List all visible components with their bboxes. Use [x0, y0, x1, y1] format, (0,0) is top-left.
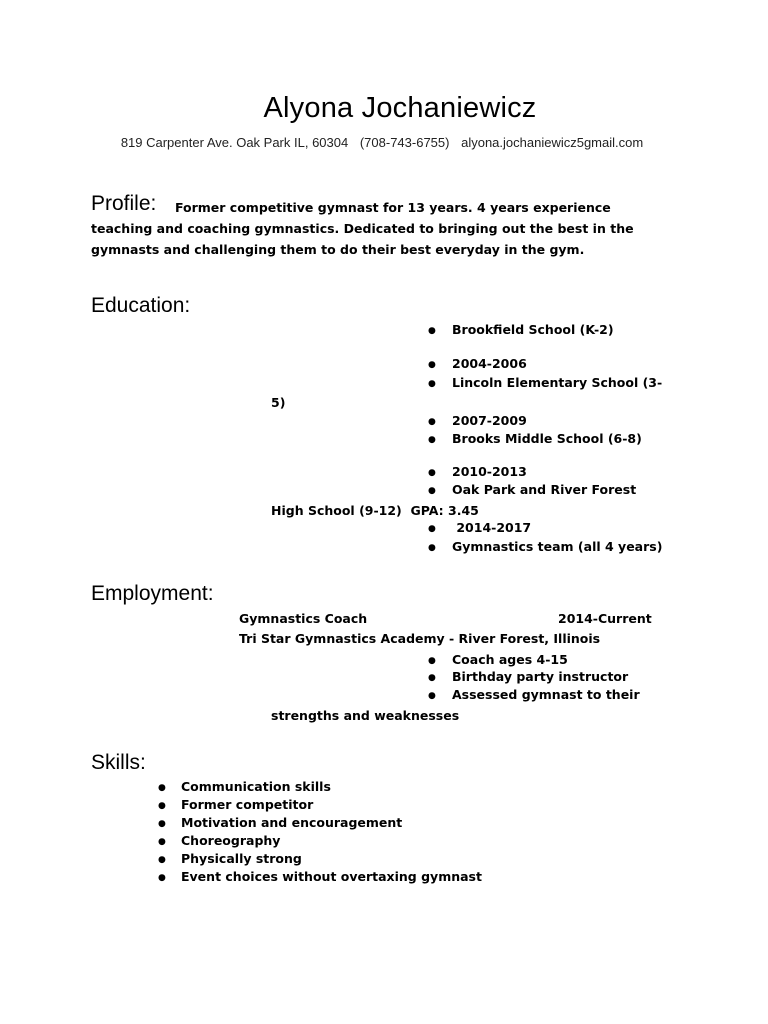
bullet-icon: ●	[428, 417, 436, 427]
phone: (708-743-6755)	[359, 135, 450, 150]
bullet-icon: ●	[158, 783, 166, 793]
profile-line-3: gymnasts and challenging them to do their best everyday in the gym.	[91, 242, 585, 257]
bullet-icon: ●	[428, 486, 436, 496]
skill-item: Physically strong	[181, 851, 302, 866]
profile-line-2: teaching and coaching gymnastics. Dedicated to bringing out the best in the	[91, 221, 634, 236]
education-item: High School (9-12) GPA: 3.45	[271, 503, 479, 518]
job-title: Gymnastics Coach	[239, 611, 368, 626]
education-item: Brookfield School (K-2)	[452, 322, 614, 337]
profile-heading: Profile:	[91, 192, 157, 215]
bullet-icon: ●	[428, 656, 436, 666]
skills-heading: Skills:	[91, 751, 146, 774]
bullet-icon: ●	[428, 543, 436, 553]
bullet-icon: ●	[428, 468, 436, 478]
bullet-icon: ●	[428, 524, 436, 534]
bullet-icon: ●	[428, 673, 436, 683]
contact-line	[0, 135, 764, 150]
skill-item: Motivation and encouragement	[181, 815, 403, 830]
education-item: 2014-2017	[452, 520, 532, 535]
employment-item: Assessed gymnast to their	[452, 687, 640, 702]
bullet-icon: ●	[428, 379, 436, 389]
education-item: Oak Park and River Forest	[452, 482, 637, 497]
bullet-icon: ●	[428, 435, 436, 445]
bullet-icon: ●	[158, 855, 166, 865]
education-item: Brooks Middle School (6-8)	[452, 431, 642, 446]
skill-item: Choreography	[181, 833, 281, 848]
education-item: Gymnastics team (all 4 years)	[452, 539, 663, 554]
education-item: Lincoln Elementary School (3-	[452, 375, 663, 390]
bullet-icon: ●	[158, 837, 166, 847]
profile-line-1: Former competitive gymnast for 13 years. 4 years experience	[175, 200, 611, 215]
skill-item: Former competitor	[181, 797, 314, 812]
job-dates: 2014-Current	[558, 611, 652, 626]
employment-item: strengths and weaknesses	[271, 708, 460, 723]
education-item: 5)	[271, 395, 286, 410]
education-item: 2010-2013	[452, 464, 527, 479]
address: 819 Carpenter Ave. Oak Park IL, 60304	[120, 135, 349, 150]
resume-name: Alyona Jochaniewicz	[263, 92, 537, 124]
bullet-icon: ●	[158, 873, 166, 883]
bullet-icon: ●	[428, 326, 436, 336]
employment-heading: Employment:	[91, 582, 214, 605]
employment-item: Coach ages 4-15	[452, 652, 568, 667]
bullet-icon: ●	[428, 691, 436, 701]
education-heading: Education:	[91, 294, 191, 317]
education-item: 2007-2009	[452, 413, 527, 428]
email: alyona.jochaniewicz5gmail.com	[461, 135, 644, 150]
bullet-icon: ●	[158, 801, 166, 811]
job-employer: Tri Star Gymnastics Academy - River Forest, Illinois	[239, 631, 601, 646]
bullet-icon: ●	[428, 360, 436, 370]
skill-item: Communication skills	[181, 779, 331, 794]
skill-item: Event choices without overtaxing gymnast	[181, 869, 482, 884]
employment-item: Birthday party instructor	[452, 669, 629, 684]
bullet-icon: ●	[158, 819, 166, 829]
education-item: 2004-2006	[452, 356, 527, 371]
